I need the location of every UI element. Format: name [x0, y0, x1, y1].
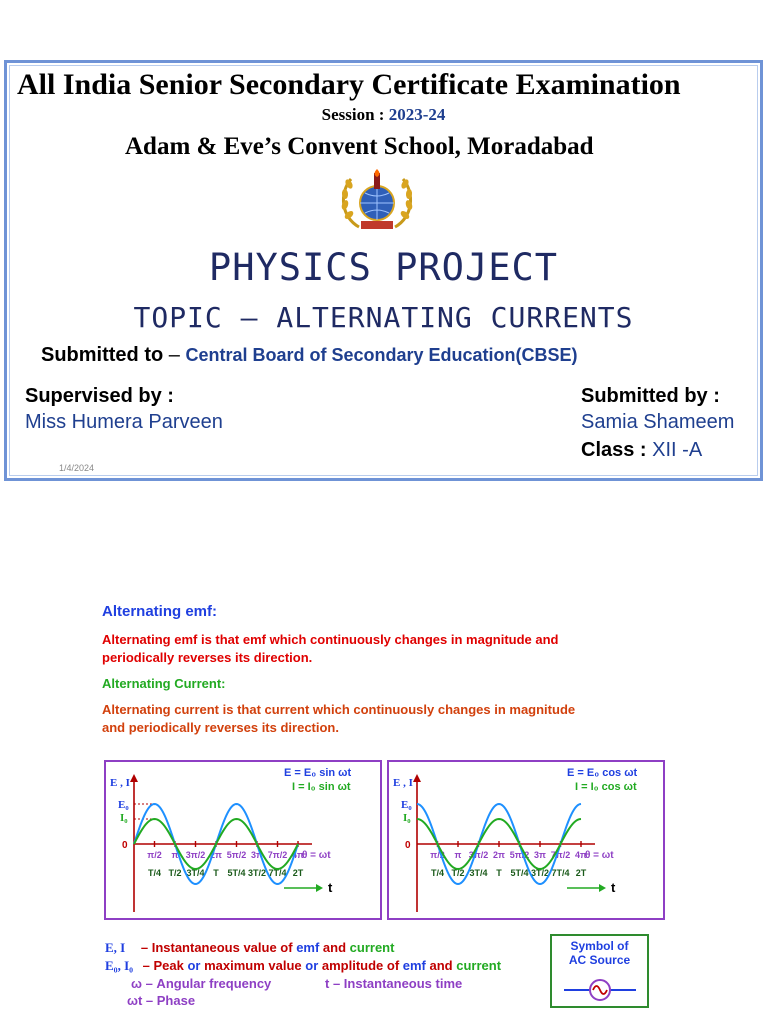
e0-label: E₀ — [118, 799, 129, 811]
time-tick-label: T/4 — [147, 868, 162, 878]
time-axis-label: t — [328, 880, 333, 895]
symbol-title-line2: AC Source — [568, 953, 631, 967]
legend-text: maximum value — [200, 958, 306, 973]
sin-graph-plot — [106, 762, 380, 918]
submitted-by-label: Submitted by : — [581, 385, 720, 407]
current-definition — [102, 701, 575, 737]
time-arrow-head — [599, 884, 606, 892]
exam-title: All India Senior Secondary Certificate Examination — [17, 68, 681, 101]
submitted-to-label: Submitted to — [41, 344, 164, 366]
current-definition-line2: and periodically reverses its direction. — [102, 720, 339, 735]
theta-tick-label: 3π/2 — [468, 850, 489, 860]
emf-definition-line2: periodically reverses its direction. — [102, 650, 313, 665]
student-name: Samia Shameem — [581, 411, 735, 433]
origin-label: 0 — [122, 840, 128, 851]
theta-tick-label: 3π — [251, 850, 263, 860]
class-line — [581, 439, 702, 462]
theta-tick-label: π — [454, 850, 462, 860]
theta-axis-label: θ = ωt — [585, 850, 614, 861]
theta-tick-label: 5π/2 — [509, 850, 530, 860]
legend-or: or — [305, 958, 319, 973]
time-axis-label: t — [611, 880, 616, 895]
e0-label: E₀ — [401, 799, 412, 811]
emf-definition — [102, 631, 559, 667]
emf-equation: E = E₀ sin ωt — [284, 767, 352, 779]
legend-text: – Instantaneous value of — [140, 940, 297, 955]
y-axis-label: E , I — [110, 777, 130, 789]
legend-emf: emf — [296, 940, 320, 955]
slide-date: 1/4/2024 — [59, 463, 95, 473]
time-tick-label: 3T/2 — [247, 868, 267, 878]
theta-tick-label: π — [171, 850, 179, 860]
supervisor-name: Miss Humera Parveen — [25, 411, 223, 433]
legend-line-2 — [105, 958, 501, 974]
legend-or: or — [187, 958, 201, 973]
school-emblem — [337, 169, 417, 240]
time-tick-label: 2T — [292, 868, 304, 878]
session-value: 2023-24 — [388, 105, 446, 124]
legend-text: – Peak — [142, 958, 188, 973]
legend-line-1 — [105, 940, 394, 956]
i0-label: I₀ — [403, 812, 411, 824]
sin-graph — [104, 760, 382, 920]
time-tick-label: 7T/4 — [268, 868, 287, 878]
submitted-to-dash: – — [163, 344, 186, 366]
time-tick-label: 5T/4 — [510, 868, 529, 878]
time-arrow-head — [316, 884, 323, 892]
emf-equation: E = E₀ cos ωt — [567, 767, 638, 779]
cos-graph-plot — [389, 762, 663, 918]
theta-tick-label: π/2 — [147, 850, 162, 860]
legend-and: and — [425, 958, 457, 973]
school-name: Adam & Eve’s Convent School, Moradabad — [125, 133, 594, 160]
cos-graph — [387, 760, 665, 920]
origin-label: 0 — [405, 840, 411, 851]
class-label: Class : — [581, 439, 653, 461]
theta-tick-label: 4π — [292, 850, 304, 860]
time-tick-label: 5T/4 — [227, 868, 246, 878]
time-tick-label: T — [496, 868, 502, 878]
emf-heading: Alternating emf: — [102, 603, 218, 620]
time-tick-label: T/4 — [430, 868, 445, 878]
current-equation: I = I₀ sin ωt — [292, 781, 351, 793]
topic-title: TOPIC – ALTERNATING CURRENTS — [133, 301, 634, 334]
current-heading: Alternating Current: — [102, 676, 226, 691]
submitted-to-line — [41, 344, 578, 367]
y-axis-label: E , I — [393, 777, 413, 789]
class-value: XII -A — [652, 439, 703, 461]
ac-source-symbol-title — [552, 939, 647, 967]
title-slide — [4, 60, 763, 481]
current-definition-line1: Alternating current is that current which continuously changes in magnitude — [102, 702, 576, 717]
ac-source-symbol-box — [550, 934, 649, 1008]
time-tick-label: 3T/4 — [186, 868, 205, 878]
theta-axis-label: θ = ωt — [302, 850, 331, 861]
time-tick-label: 7T/4 — [551, 868, 570, 878]
symbol-title-line1: Symbol of — [570, 939, 629, 953]
legend-emf: emf — [402, 958, 426, 973]
theta-tick-label: 2π — [210, 850, 222, 860]
legend-sym-peak: E₀, I₀ — [105, 958, 134, 973]
time-tick-label: T/2 — [451, 868, 465, 878]
legend-and: and — [319, 940, 350, 955]
session-line — [7, 105, 760, 125]
y-axis-arrow — [413, 774, 421, 782]
theta-tick-label: π/2 — [430, 850, 445, 860]
theta-tick-label: 7π/2 — [267, 850, 288, 860]
theta-tick-label: 3π/2 — [185, 850, 206, 860]
i0-label: I₀ — [120, 812, 128, 824]
legend-phase: ωt – Phase — [127, 993, 196, 1008]
current-equation: I = I₀ cos ωt — [575, 781, 637, 793]
emf-definition-line1: Alternating emf is that emf which continuously changes in magnitude and — [102, 632, 559, 647]
time-tick-label: T — [213, 868, 219, 878]
time-tick-label: T/2 — [168, 868, 182, 878]
legend-text: amplitude of — [318, 958, 403, 973]
ac-source-icon — [564, 978, 636, 1002]
legend-angular-frequency: ω – Angular frequency — [131, 976, 272, 991]
legend-current: current — [349, 940, 395, 955]
theta-tick-label: 7π/2 — [550, 850, 571, 860]
y-axis-arrow — [130, 774, 138, 782]
time-tick-label: 3T/4 — [469, 868, 488, 878]
legend-sym-ei: E, I — [105, 940, 126, 955]
supervised-by-label: Supervised by : — [25, 385, 174, 407]
submitted-to-value: Central Board of Secondary Education(CBSE) — [185, 345, 578, 365]
theta-tick-label: 4π — [575, 850, 587, 860]
session-label: Session : — [321, 105, 389, 124]
time-tick-label: 3T/2 — [530, 868, 550, 878]
legend-current: current — [456, 958, 502, 973]
legend-instantaneous-time: t – Instantaneous time — [325, 976, 463, 991]
theta-tick-label: 5π/2 — [226, 850, 247, 860]
theta-tick-label: 3π — [534, 850, 546, 860]
project-title: PHYSICS PROJECT — [208, 246, 559, 289]
time-tick-label: 2T — [575, 868, 587, 878]
theta-tick-label: 2π — [493, 850, 505, 860]
